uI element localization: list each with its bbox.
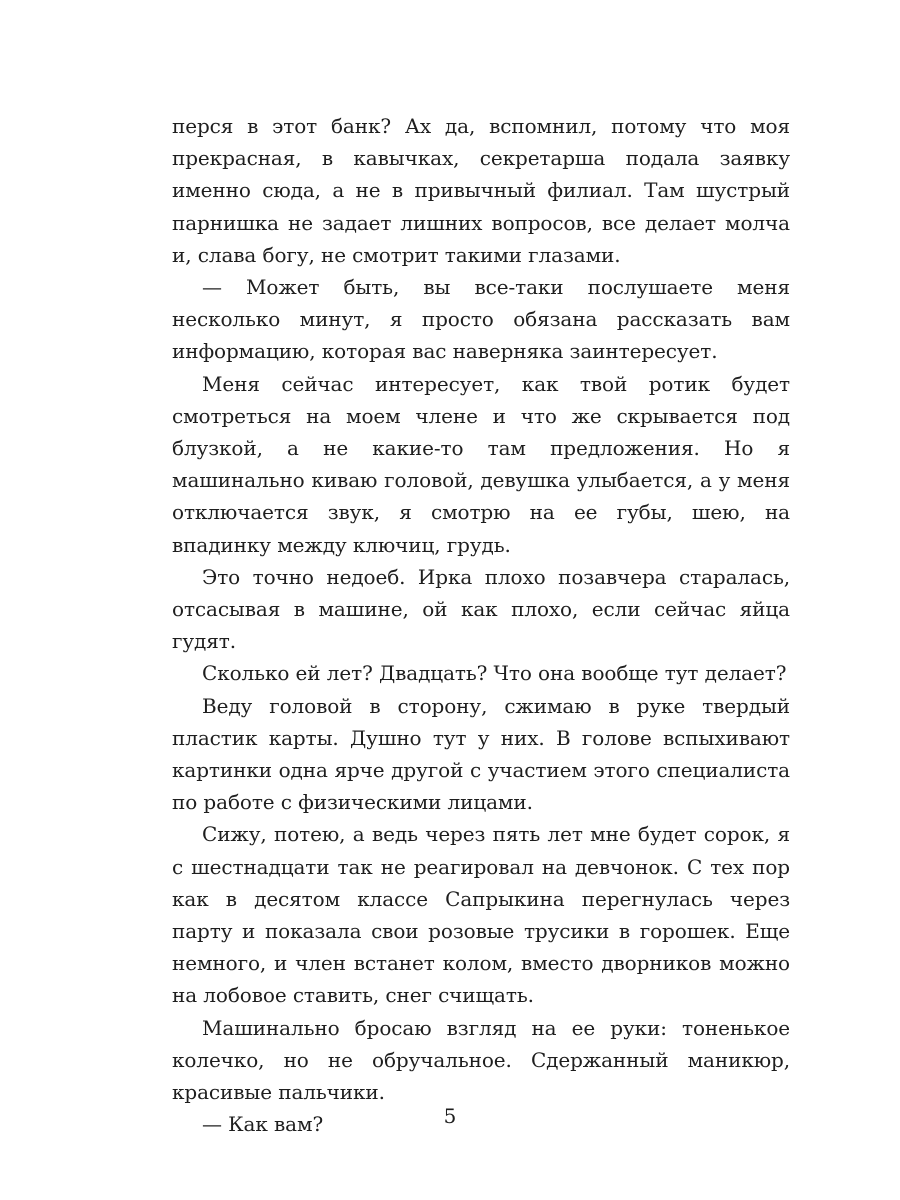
- body-text: [172, 110, 790, 1141]
- paragraph-6: Веду головой в сторону, сжимаю в руке твердый пластик карты. Душно тут у них. В голове вспыхивают картинки одна ярче другой с участием этого специалиста по работе с физическими лицами.: [172, 693, 790, 815]
- paragraph-7: Сижу, потею, а ведь через пять лет мне будет сорок, я с шестнадцати так не реагировал на девчонок. С тех пор как в десятом классе Сапрыкина перегнулась через парту и показала свои розовые трусики в горошек. Еще немного, и член встанет колом, вместо дворников можно на лобовое ставить, снег счищать.: [172, 822, 790, 1008]
- page-number: 5: [443, 1104, 457, 1128]
- paragraph-4: Это точно недоеб. Ирка плохо позавчера старалась, отсасывая в машине, ой как плохо, если сейчас яйца гудят.: [172, 564, 790, 654]
- paragraph-8: Машинально бросаю взгляд на ее руки: тоненькое колечко, но не обручальное. Сдержанный маникюр, красивые пальчики.: [172, 1015, 790, 1105]
- paragraph-9: — Как вам?: [202, 1112, 324, 1137]
- paragraph-1: перся в этот банк? Ах да, вспомнил, потому что моя прекрасная, в кавычках, секретарша подала заявку именно сюда, а не в привычный филиал. Там шустрый парнишка не задает лишних вопросов, все делает молча и, слава богу, не смотрит такими глазами.: [172, 114, 790, 267]
- paragraph-5: Сколько ей лет? Двадцать? Что она вообще тут делает?: [202, 661, 787, 686]
- paragraph-2: — Может быть, вы все-таки послушаете меня несколько минут, я просто обязана рассказать вам информацию, которая вас наверняка заинтересует.: [172, 275, 790, 364]
- paragraph-3: Меня сейчас интересует, как твой ротик будет смотреться на моем члене и что же скрывается под блузкой, а не какие-то там предложения. Но я машинально киваю головой, девушка улыбается, а у меня отключается звук, я смотрю на ее губы, шею, на впадинку между ключиц, грудь.: [172, 371, 790, 557]
